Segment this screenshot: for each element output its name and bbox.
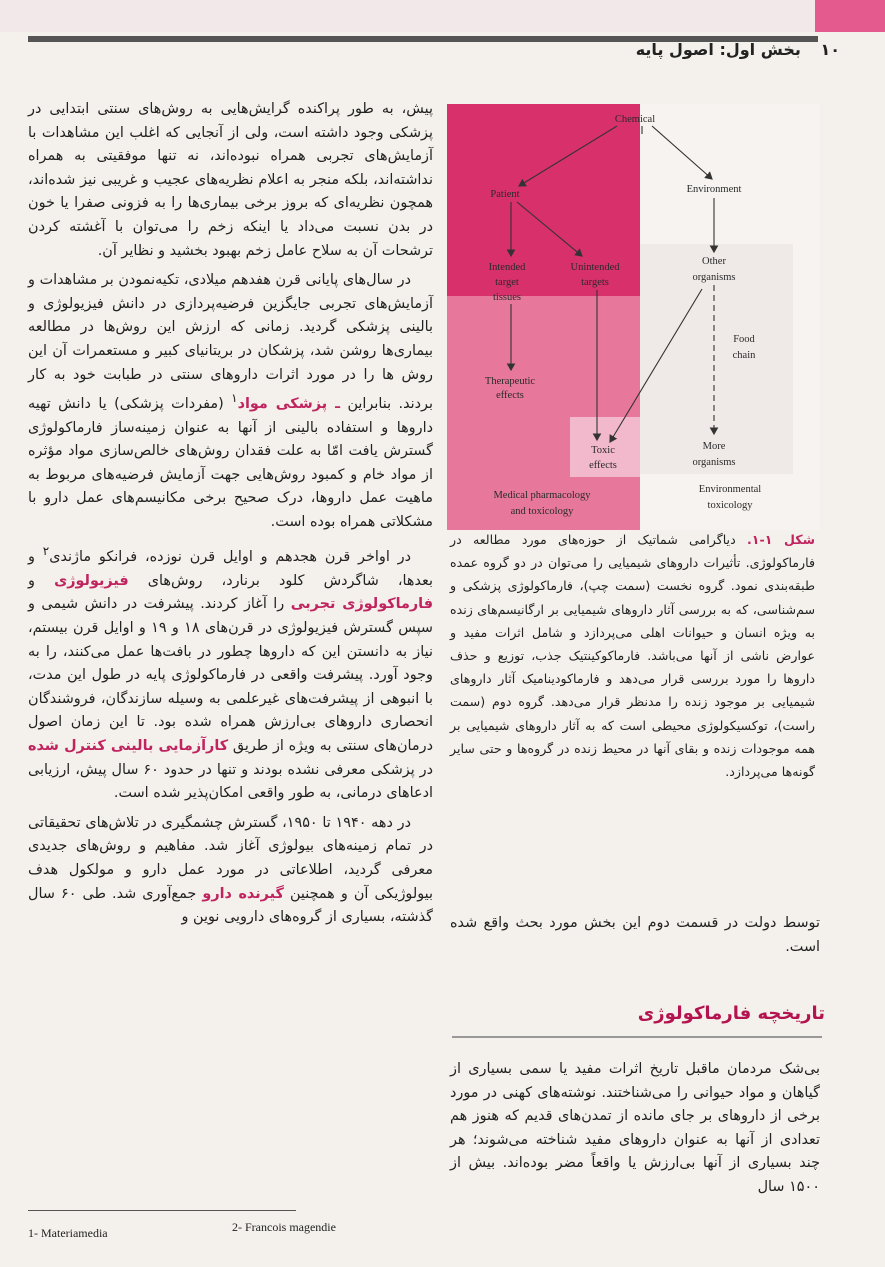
label-env-2: toxicology [707,500,753,511]
node-food-2: chain [732,350,756,361]
paragraph-text: و [28,572,35,589]
paragraph [28,540,433,805]
paragraph-text: و [28,549,35,566]
paragraph-text: در سال‌های پایانی قرن هفدهم میلادی، تکیه‌نمودن بر مشاهدات و آزمایش‌های تجربی جایگزین فرضیه‌پردازی در دانش فیزیولوژی و بالینی پزشکی گردید. زمانی که ارزش این روش‌ها در مطالعه بیماری‌ها روشن شد، پزشکان در بریتانیای کبیر و مستعمرات آن این روش ها را در مورد اثرات داروهای سنتی در طبابت خود به کار بردند. بنابراین [28,272,434,412]
footnote-ref: ۱ [231,391,238,406]
node-other-1: Other [702,256,726,267]
node-therapeutic-1: Therapeutic [484,376,536,387]
paragraph-text: را آغاز کردند. پیشرفت در دانش شیمی و سپس گسترش فیزیولوژی در قرن‌های ۱۸ و ۱۹ و اوایل قرن بیستم، نیاز به دانستن این که داروها چطور در بافت‌ها عمل می‌کنند، را به وجود آورد. پیشرفت واقعی در فارماکولوژی پایه در طول این مدت، با انبوهی از پیشرفت‌های غیرعلمی به وسیله سازندگان، فروشندگان انحصاری داروهای بی‌ارزش همراه شده بود. تا این زمان اصول درمان‌های سنتی به ویژه از طریق [28,596,433,755]
footnote-1: 1- Materiamedia [28,1226,108,1240]
caption-label: شکل ۱-۱. [746,532,816,547]
paragraph [28,269,433,534]
caption-text: دیاگرامی شماتیک از حوزه‌های مورد مطالعه در فارماکولوژی. تأثیرات داروهای شیمیایی را می‌توان در دو گروه عمده طبقه‌بندی نمود. گروه نخست (سمت چپ)، فارماکولوژی پزشکی و سم‌شناسی، که به بررسی آثار داروهای شیمیایی بر ارگانیسم‌های زنده به ویژه انسان و حیوانات اهلی می‌پردازد و شامل اثرات مفید و عوارض ناشی از آنها می‌باشد. فارماکوکینتیک جذب، توزیع و حذف داروها را مورد بررسی قرار می‌دهد و فارماکودینامیک آثار داروهای شیمیایی بر موجود زنده را مدنظر قرار می‌دهد. گروه دوم (سمت راست)، توکسیکولوژی محیطی است که به آثار داروهای شیمیایی بر همه موجودات زنده و بقای آنها در محیط زنده در گروه‌ها و حتی سایر گونه‌ها می‌پردازد. [450,532,815,780]
figure-caption [450,528,815,783]
highlight-term [238,396,340,412]
node-unintended-2: targets [581,277,609,288]
page-number: ۱۰ [820,40,840,59]
section-title: بخش اول: اصول پایه [635,40,801,59]
highlight-term: کارآزمایی بالینی کنترل شده [28,738,229,755]
paragraph [28,812,433,930]
top-band [0,0,885,32]
dash: ـ [335,395,340,412]
highlight-term: فیزیولوژی [54,572,129,589]
highlight-text: پزشکی مواد [237,395,328,412]
node-more-1: More [702,441,726,452]
node-environment: Environment [686,184,742,195]
running-header [636,40,840,59]
node-more-2: organisms [692,457,736,468]
highlight-term: گیرنده دارو [202,885,284,902]
pink-accent [815,0,885,32]
paragraph-text: در دهه ۱۹۴۰ تا ۱۹۵۰، گسترش چشمگیری در تلاش‌های تحقیقاتی در تمام زمینه‌های بیولوژی آغاز شد. مفاهیم و روش‌های جدیدی معرفی گردید، اطلاعاتی در مورد عمل دارو و مولکول هدف بیولوژیکی آن و همچنین [28,814,433,902]
node-other-2: organisms [692,272,736,283]
section-heading: تاریخچه فارماکولوژی [637,1003,825,1024]
highlight-term: فارماکولوژی تجربی [290,596,434,613]
paragraph: پیش، به طور پراکنده گرایش‌هایی به روش‌های سنتی ابتدایی در پزشکی وجود داشته است، ولی از آنجایی که اغلب این مشاهدات با آزمایش‌های تجربی همراه نبوده‌اند، نه تنها موفقیتی به همراه نداشته‌اند، بلکه منجر به اعلام نظریه‌های عجیب و غریبی نیز شده‌اند، همچون نظریه‌ای که بروز برخی بیماری‌ها را به فزونی صفرا یا خون در بدن نسبت می‌داد یا اینکه زخم را می‌توان با آغشته کردن ترشحات آن به سلاح عامل زخم بهبود بخشید و نظایر آن. [28,101,433,259]
paragraph-text: در اواخر قرن هجدهم و اوایل قرن نوزده، فرانکو ماژندی [49,549,412,566]
label-medical-2: and toxicology [510,506,574,517]
left-column [28,98,433,936]
paragraph-text: (مفردات پزشکی) یا دانش تهیه داروها و استفاده بالینی از آنها به عنوان زمینه‌ساز فارماکولوژی گسترش یافت امّا به علت فقدان روش‌های خالص‌سازی مواد مؤثره از مواد خام و کمبود روش‌هایی جهت آزمایش فرضیه‌های مربوط به ماهیت عمل داروها، درک صحیح برخی مکانیسم‌های عمل دارو با مشکلاتی همراه بوده است. [28,395,433,530]
diagram-svg [447,104,820,530]
node-intended-1: Intended [488,262,526,273]
node-patient: Patient [490,189,520,200]
paragraph-text: در پزشکی معرفی نشده بودند و تنها در حدود ۶۰ سال پیش، ارزیابی ادعاهای درمانی، به طور واقعی امکان‌پذیر شده است. [28,761,434,802]
right-text-history: بی‌شک مردمان ماقبل تاریخ اثرات مفید یا سمی بسیاری از گیاهان و مواد حیوانی را می‌شناختند. نوشته‌های کهنی در مورد برخی از داروهای بر جای مانده از تمدن‌های قدیم که هنوز هم تعدادی از آنها به عنوان داروهای مفید شناخته می‌شوند؛ هر چند بسیاری از آنها بی‌ارزش یا واقعاً مضر بوده‌اند. بیش از ۱۵۰۰ سال [450,1061,820,1195]
footnote-2: 2- Francois magendie [232,1220,336,1234]
footnote-ref: ۲ [42,544,50,559]
heading-rule [452,1036,822,1038]
paragraph-text: بعدها، شاگردش کلود برنارد، روش‌های [147,572,433,589]
node-toxic-1: Toxic [591,445,615,456]
node-toxic-2: effects [589,460,617,471]
label-medical-1: Medical pharmacology [493,490,591,501]
right-text-top: توسط دولت در قسمت دوم این بخش مورد بحث واقع شده است. [450,915,820,955]
node-unintended-1: Unintended [570,262,620,273]
node-chemical: Chemical [614,114,656,125]
node-food-1: Food [733,334,755,345]
node-intended-3: tissues [492,292,522,303]
label-env-1: Environmental [698,484,762,495]
node-intended-2: target [495,277,519,288]
node-therapeutic-2: effects [496,390,524,401]
figure-diagram [447,104,820,530]
paragraph-text: جمع‌آوری شد. طی ۶۰ سال گذشته، بسیاری از گروه‌های دارویی نوین و [28,885,433,926]
footnote-rule [28,1210,296,1211]
